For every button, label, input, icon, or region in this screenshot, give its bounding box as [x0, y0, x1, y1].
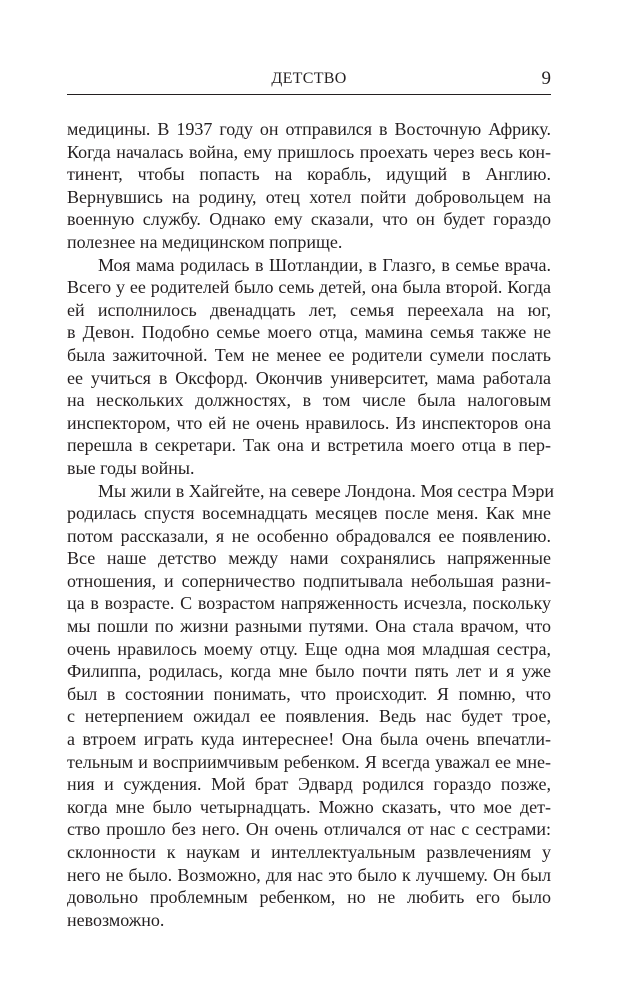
text-line: Всего у ее родителей было семь детей, она была второй. Когда — [67, 277, 551, 298]
text-line: довольно проблемным ребенком, но не любить его было — [67, 887, 551, 908]
text-line: невозможно. — [67, 909, 165, 930]
text-line: на нескольких должностях, в том числе была налоговым — [67, 390, 551, 411]
page-number: 9 — [541, 68, 551, 89]
paragraph — [67, 480, 554, 932]
text-line: перешла в секретари. Так она и встретила моего отца в пер- — [67, 435, 551, 456]
text-line: потом рассказали, я не особенно обрадовался ее появлению. — [67, 525, 551, 546]
text-line: Филиппа, родилась, когда мне было почти пять лет и я уже — [67, 661, 551, 682]
text-line: была зажиточной. Тем не менее ее родители сумели послать — [67, 344, 551, 365]
text-line: тинент, чтобы попасть на корабль, идущий в Англию. — [67, 164, 551, 185]
text-line: Мы жили в Хайгейте, на севере Лондона. Моя сестра Мэри — [98, 480, 554, 501]
text-line: родилась спустя восемнадцать месяцев после меня. Как мне — [67, 503, 551, 524]
paragraph — [67, 254, 551, 480]
text-line: Моя мама родилась в Шотландии, в Глазго, в семье врача. — [98, 254, 551, 275]
running-title: ДЕТСТВО — [271, 70, 347, 87]
text-line: был в состоянии понимать, что происходит. Я помню, что — [67, 683, 551, 704]
text-line: тельным и восприимчивым ребенком. Я всегда уважал ее мне- — [67, 751, 551, 772]
paragraph — [67, 118, 551, 254]
text-line: Когда началась война, ему пришлось проехать через весь кон- — [67, 141, 551, 162]
text-line: очень нравилось моему отцу. Еще одна моя младшая сестра, — [67, 638, 551, 659]
text-line: ство прошло без него. Он очень отличался от нас с сестрами: — [67, 819, 551, 840]
text-line: Все наше детство между нами сохранялись напряженные — [67, 548, 551, 569]
text-line: полезнее на медицинском поприще. — [67, 231, 343, 252]
text-line: когда мне было четырнадцать. Можно сказать, что мое дет- — [67, 796, 551, 817]
text-line: ца в возрасте. С возрастом напряженность исчезла, поскольку — [67, 593, 551, 614]
text-line: Вернувшись на родину, отец хотел пойти добровольцем на — [67, 186, 551, 207]
text-line: вые годы войны. — [67, 457, 195, 478]
text-line: мы пошли по жизни разными путями. Она стала врачом, что — [67, 616, 551, 637]
text-line: а втроем играть куда интереснее! Она была очень впечатли- — [67, 729, 551, 750]
text-line: склонности к наукам и интеллектуальным развлечениям у — [67, 842, 551, 862]
body-text — [67, 118, 554, 931]
text-line: военную службу. Однако ему сказали, что он будет гораздо — [67, 209, 551, 230]
text-line: ей исполнилось двенадцать лет, семья переехала на юг, — [67, 299, 551, 320]
text-line: отношения, и соперничество подпитывала небольшая разни- — [67, 570, 551, 591]
text-line: ее учиться в Оксфорд. Окончив университет, мама работала — [67, 367, 551, 388]
text-line: с нетерпением ожидал ее появления. Ведь нас будет трое, — [67, 706, 551, 727]
running-header — [67, 68, 551, 95]
text-line: в Девон. Подобно семье моего отца, мамина семья также не — [67, 322, 551, 343]
text-line: ния и суждения. Мой брат Эдвард родился гораздо позже, — [67, 774, 551, 795]
text-line: инспектором, что ей не очень нравилось. Из инспекторов она — [67, 412, 551, 433]
text-line: медицины. В 1937 году он отправился в Восточную Африку. — [67, 119, 551, 139]
text-line: него не было. Возможно, для нас это было к лучшему. Он был — [67, 864, 551, 885]
